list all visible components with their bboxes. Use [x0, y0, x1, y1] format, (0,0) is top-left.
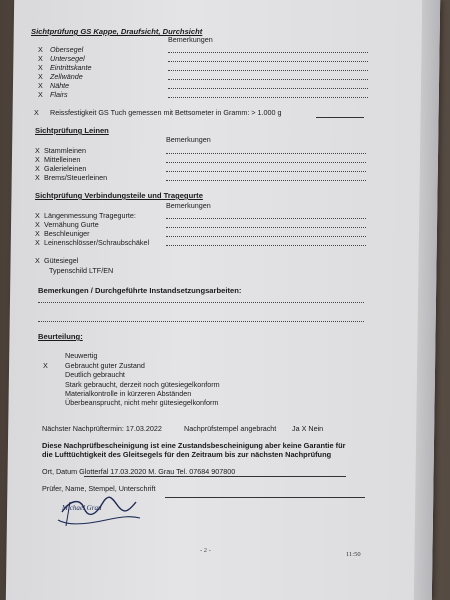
inspector-line	[165, 497, 365, 498]
type-plate-label: Typenschild LTF/EN	[49, 266, 114, 275]
place-date-underline	[84, 476, 346, 477]
signature-stroke	[58, 517, 140, 524]
signature-stamp	[40, 490, 160, 535]
section2-mark-1: X	[35, 146, 40, 155]
section2-mark-4: X	[35, 173, 40, 182]
remarks-line	[166, 236, 366, 237]
section3-mark-3: X	[35, 229, 40, 238]
seal-label: Gütesiegel	[44, 256, 79, 265]
section1-mark-4: X	[38, 72, 43, 81]
repairs-title: Bemerkungen / Durchgeführte Instandsetzungsarbeiten:	[38, 286, 242, 295]
section1-remarks-header: Bemerkungen	[168, 35, 213, 44]
disclaimer-line-1: Diese Nachprüfbescheinigung ist eine Zustandsbescheinigung aber keine Garantie für	[42, 441, 346, 450]
section1-label-3: Eintrittskante	[50, 63, 92, 72]
remarks-line	[166, 162, 366, 163]
assessment-option-6: Überbeansprucht, nicht mehr gütesiegelkonform	[65, 398, 219, 407]
assessment-mark-2: X	[43, 361, 48, 370]
section3-label-3: Beschleuniger	[44, 229, 90, 238]
next-check-date: Nächster Nachprüftermin: 17.03.2022	[42, 424, 162, 433]
section3-mark-2: X	[35, 220, 40, 229]
section1-label-1: Obersegel	[50, 45, 84, 54]
section2-label-1: Stammleinen	[44, 146, 86, 155]
remarks-line	[168, 79, 368, 80]
stamp-label: Nachprüfstempel angebracht	[184, 424, 277, 433]
repairs-line-1	[38, 302, 364, 303]
remarks-line	[166, 153, 366, 154]
remarks-line	[166, 171, 366, 172]
remarks-line	[168, 97, 368, 98]
tear-strength-text: Reissfestigkeit GS Tuch gemessen mit Bettsometer in Gramm: > 1.000 g	[50, 108, 282, 117]
inspector-label: Prüfer, Name, Stempel, Unterschrift	[42, 484, 156, 493]
section1-mark-6: X	[38, 90, 43, 99]
assessment-option-1: Neuwertig	[65, 351, 98, 360]
place-date: Ort, Datum Glotterfal 17.03.2020 M. Grau Tel. 07684 907800	[42, 467, 236, 476]
section1-label-4: Zellwände	[50, 72, 83, 81]
seal-mark: X	[35, 256, 40, 265]
assessment-option-5: Materialkontrolle in kürzeren Abständen	[65, 389, 192, 398]
section3-mark-1: X	[35, 211, 40, 220]
section3-title: Sichtprüfung Verbindungsteile und Tragegurte	[35, 191, 203, 200]
assessment-option-2: Gebraucht guter Zustand	[65, 361, 145, 370]
section3-label-2: Vernähung Gurte	[44, 220, 99, 229]
section1-title: Sichtprüfung GS Kappe, Draufsicht, Durchsicht	[31, 27, 203, 36]
section2-remarks-header: Bemerkungen	[166, 135, 211, 144]
section2-title: Sichtprüfung Leinen	[35, 126, 109, 135]
signature-text: Michael Grau	[62, 504, 102, 512]
section2-label-4: Brems/Steuerleinen	[44, 173, 108, 182]
section2-mark-3: X	[35, 164, 40, 173]
repairs-line-2	[38, 321, 364, 322]
assessment-title: Beurteilung:	[38, 332, 83, 341]
tear-strength-mark: X	[34, 108, 39, 117]
section3-label-4: Leinenschlösser/Schraubschäkel	[44, 238, 150, 247]
assessment-option-4: Stark gebraucht, derzeit noch gütesiegelkonform	[65, 380, 220, 389]
section1-mark-3: X	[38, 63, 43, 72]
section2-mark-2: X	[35, 155, 40, 164]
section1-label-6: Flairs	[50, 90, 68, 99]
section3-label-1: Längenmessung Tragegurte:	[44, 211, 136, 220]
remarks-line	[166, 180, 366, 181]
assessment-option-3: Deutlich gebraucht	[65, 370, 125, 379]
stamp-answer: Ja X Nein	[292, 424, 324, 433]
section2-label-2: Mittelleinen	[44, 155, 81, 164]
remarks-line	[168, 61, 368, 62]
section1-mark-5: X	[38, 81, 43, 90]
remarks-line	[168, 70, 368, 71]
page-number: - 2 -	[200, 547, 211, 554]
remarks-line	[166, 218, 366, 219]
section3-mark-4: X	[35, 238, 40, 247]
remarks-line	[168, 52, 368, 53]
section1-mark-1: X	[38, 45, 43, 54]
tear-strength-underline	[316, 117, 364, 118]
remarks-line	[166, 245, 366, 246]
remarks-line	[168, 88, 368, 89]
section3-remarks-header: Bemerkungen	[166, 201, 211, 210]
section1-label-2: Untersegel	[50, 54, 85, 63]
section1-label-5: Nähte	[50, 81, 70, 90]
disclaimer-line-2: die Lufttüchtigkeit des Gleitsegels für den Zeitraum bis zur nächsten Nachprüfung	[42, 450, 332, 459]
section2-label-3: Galerieleinen	[44, 164, 87, 173]
section1-mark-2: X	[38, 54, 43, 63]
footer-time: 11:50	[346, 551, 361, 558]
remarks-line	[166, 227, 366, 228]
